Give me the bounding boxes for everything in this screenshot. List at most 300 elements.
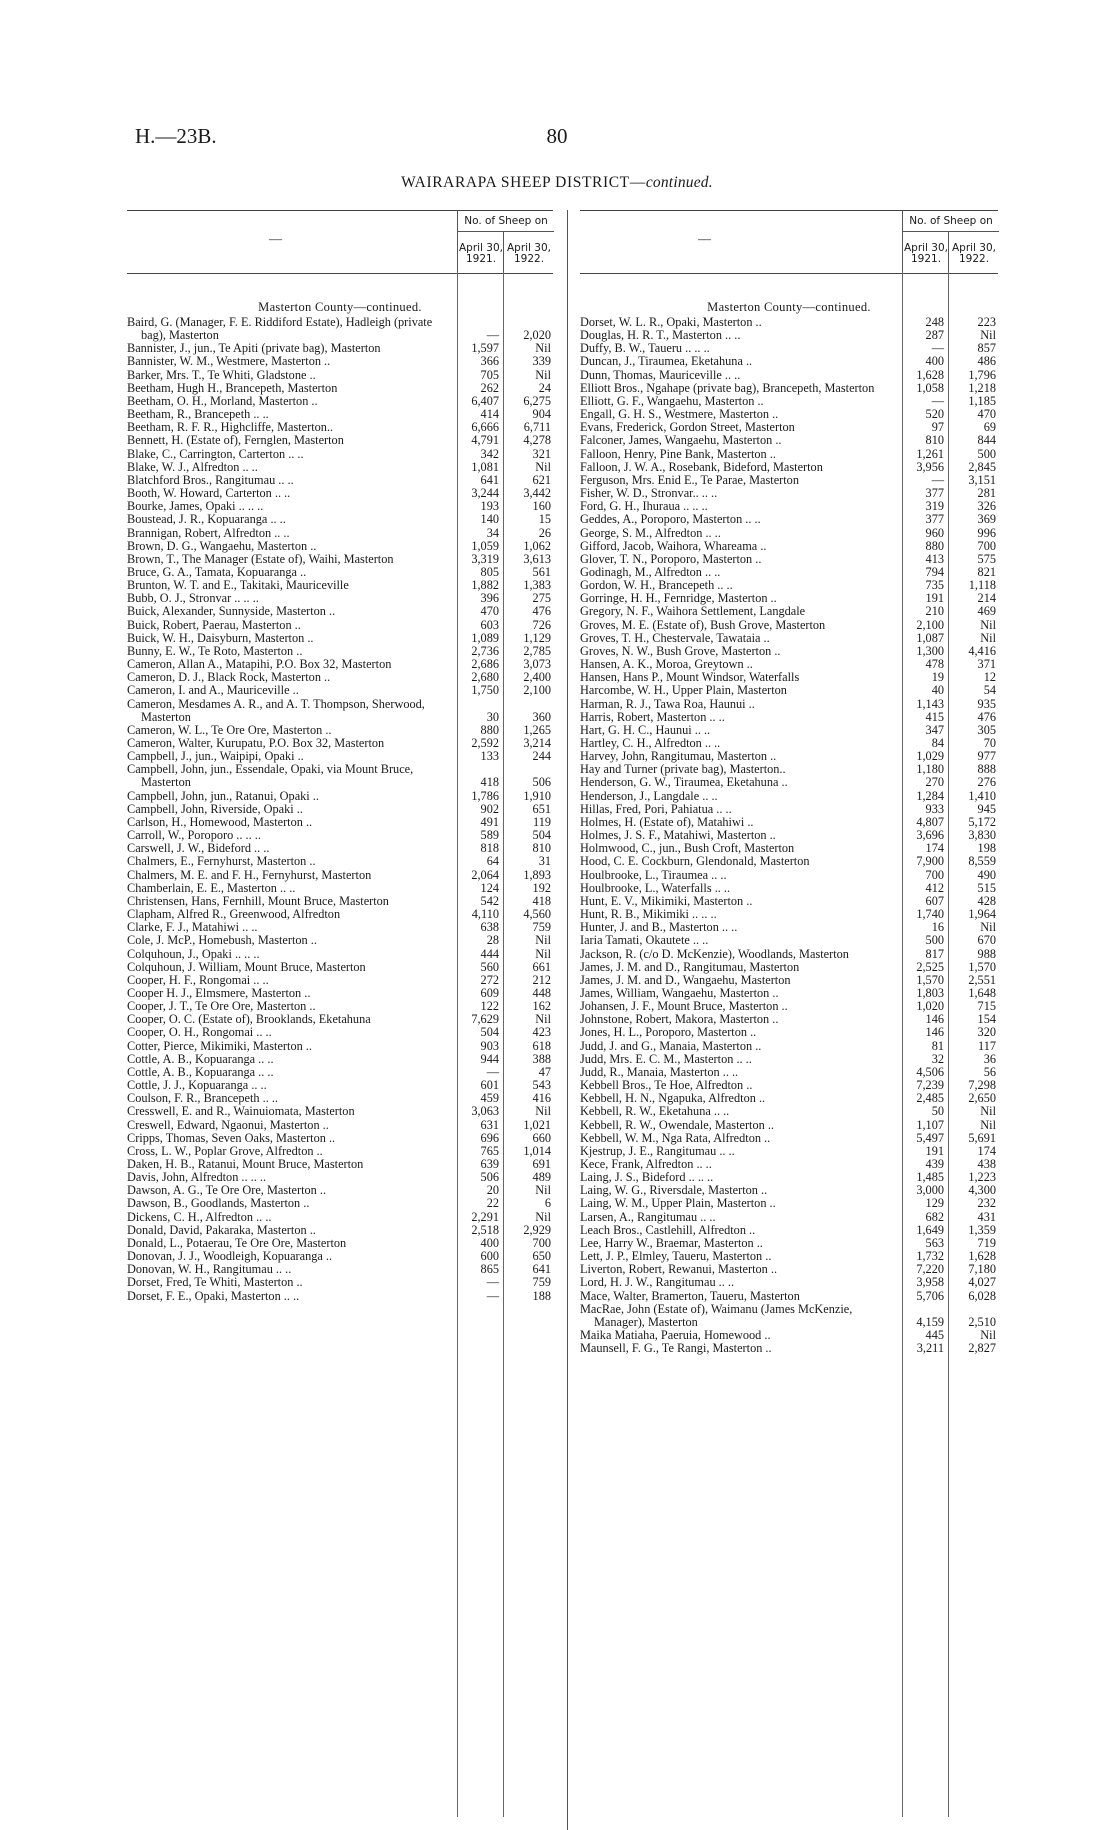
row-name: Carlson, H., Homewood, Masterton .. bbox=[127, 814, 313, 829]
row-name: Kebbell, H. N., Ngapuka, Alfredton .. bbox=[580, 1091, 766, 1106]
row-1921: 287 bbox=[925, 328, 944, 343]
row-name: Kebbell, R. W., Owendale, Masterton .. bbox=[580, 1117, 774, 1132]
row-1921: 631 bbox=[480, 1117, 499, 1132]
row-1922: 490 bbox=[977, 867, 996, 882]
table-row bbox=[580, 974, 998, 987]
row-1922: Nil bbox=[535, 946, 551, 961]
row-1921: 415 bbox=[925, 709, 944, 724]
col-rule bbox=[902, 272, 903, 1817]
row-1922: 428 bbox=[977, 893, 996, 908]
table-row bbox=[580, 527, 998, 540]
row-1921: 1,300 bbox=[916, 643, 944, 658]
row-1922: 2,510 bbox=[968, 1314, 996, 1329]
row-1921: — bbox=[486, 328, 499, 343]
row-1922: 3,214 bbox=[523, 736, 551, 750]
row-name: Hay and Turner (private bag), Masterton.. bbox=[580, 762, 786, 777]
row-1922: Nil bbox=[535, 367, 551, 382]
row-name: Coulson, F. R., Brancepeth .. .. bbox=[127, 1091, 279, 1106]
left-rows bbox=[127, 316, 553, 1303]
row-1921: 445 bbox=[925, 1328, 944, 1343]
row-1922: Nil bbox=[535, 1209, 551, 1224]
row-1922: 438 bbox=[977, 1157, 996, 1171]
row-1921: — bbox=[486, 1064, 499, 1079]
table-row bbox=[127, 355, 553, 368]
row-name: Hillas, Fred, Pori, Pahiatua .. .. bbox=[580, 801, 732, 816]
row-1922: 54 bbox=[983, 683, 996, 698]
row-1922: 1,223 bbox=[968, 1170, 996, 1185]
row-1922: 1,118 bbox=[968, 578, 996, 593]
row-1922: 4,027 bbox=[968, 1275, 996, 1290]
row-name: Dorset, W. L. R., Opaki, Masterton .. bbox=[580, 315, 762, 329]
row-1922: Nil bbox=[535, 933, 551, 948]
row-1921: 193 bbox=[480, 499, 499, 514]
row-1922: 1,410 bbox=[968, 788, 996, 803]
row-1921: 1,087 bbox=[916, 630, 944, 645]
row-1922: 621 bbox=[532, 472, 551, 487]
row-1922: 821 bbox=[977, 564, 996, 579]
row-name: Carroll, W., Poroporo .. .. .. bbox=[127, 828, 261, 843]
row-1922: 8,559 bbox=[968, 854, 996, 869]
row-name: Fisher, W. D., Stronvar.. .. .. bbox=[580, 486, 718, 501]
row-1921: 191 bbox=[925, 591, 944, 606]
row-1921: 638 bbox=[480, 920, 499, 935]
row-1921: 414 bbox=[480, 407, 499, 422]
row-1921: 607 bbox=[925, 893, 944, 908]
row-1922: 2,020 bbox=[523, 328, 551, 343]
row-name: Judd, Mrs. E. C. M., Masterton .. .. bbox=[580, 1051, 752, 1066]
table-row bbox=[127, 605, 553, 618]
row-1922: 192 bbox=[532, 880, 551, 895]
table-row bbox=[580, 1290, 998, 1303]
table-row bbox=[127, 1040, 553, 1053]
header-rule bbox=[903, 231, 999, 232]
row-name: Bourke, James, Opaki .. .. .. bbox=[127, 499, 264, 514]
row-1921: 28 bbox=[486, 933, 499, 948]
table-row bbox=[580, 684, 998, 697]
row-1921: 2,592 bbox=[471, 736, 499, 750]
row-1922: Nil bbox=[535, 1104, 551, 1119]
row-1921: 30 bbox=[486, 709, 499, 724]
row-1922: 1,570 bbox=[968, 959, 996, 974]
row-1921: 3,000 bbox=[916, 1183, 944, 1198]
row-name: Douglas, H. R. T., Masterton .. .. bbox=[580, 328, 741, 343]
row-1921: 818 bbox=[480, 841, 499, 856]
row-1921: 1,029 bbox=[916, 749, 944, 764]
row-1921: 1,107 bbox=[916, 1117, 944, 1132]
row-1922: 476 bbox=[977, 709, 996, 724]
row-name: Cameron, I. and A., Mauriceville .. bbox=[127, 683, 299, 698]
table-row bbox=[127, 553, 553, 566]
row-1922: 6,275 bbox=[523, 393, 551, 408]
table-row bbox=[580, 553, 998, 566]
table-row bbox=[127, 540, 553, 553]
row-1922: 1,014 bbox=[523, 1143, 551, 1158]
row-1921: — bbox=[931, 393, 944, 408]
row-1922: 691 bbox=[532, 1157, 551, 1171]
row-1922: 888 bbox=[977, 762, 996, 777]
row-name: Leach Bros., Castlehill, Alfredton .. bbox=[580, 1222, 756, 1237]
col-rule bbox=[948, 272, 949, 1817]
row-name: Hunt, R. B., Mikimiki .. .. .. bbox=[580, 907, 717, 922]
table-row bbox=[127, 1290, 553, 1303]
row-name: Cottle, J. J., Kopuaranga .. .. bbox=[127, 1078, 267, 1093]
row-1922: 31 bbox=[538, 854, 551, 869]
row-1922: 1,218 bbox=[968, 380, 996, 395]
row-name: Dorset, F. E., Opaki, Masterton .. .. bbox=[127, 1288, 300, 1303]
row-name: Dawson, B., Goodlands, Masterton .. bbox=[127, 1196, 310, 1211]
row-1921: 3,244 bbox=[471, 486, 499, 501]
row-name: Christensen, Hans, Fernhill, Mount Bruce, Masterton bbox=[127, 893, 389, 908]
row-1921: 805 bbox=[480, 564, 499, 579]
row-name: Laing, W. M., Upper Plain, Masterton .. bbox=[580, 1196, 776, 1211]
row-1922: 1,383 bbox=[523, 578, 551, 593]
row-name: Groves, N. W., Bush Grove, Masterton .. bbox=[580, 643, 781, 658]
row-name: Larsen, A., Rangitumau .. .. bbox=[580, 1209, 716, 1224]
row-1922: 759 bbox=[532, 1275, 551, 1290]
row-1922: 543 bbox=[532, 1078, 551, 1093]
row-1921: 1,261 bbox=[916, 446, 944, 461]
row-name: Lett, J. P., Elmley, Taueru, Masterton .. bbox=[580, 1249, 772, 1264]
row-name: Davis, John, Alfredton .. .. .. bbox=[127, 1170, 267, 1185]
table-row bbox=[127, 1105, 553, 1118]
table-row bbox=[127, 316, 553, 342]
header-col-1922: April 30, 1922. bbox=[951, 242, 997, 265]
row-1922: 719 bbox=[977, 1235, 996, 1250]
row-1921: 478 bbox=[925, 657, 944, 672]
row-1921: 3,319 bbox=[471, 551, 499, 566]
row-1922: Nil bbox=[980, 1117, 996, 1132]
row-1921: 504 bbox=[480, 1025, 499, 1040]
row-1921: 2,485 bbox=[916, 1091, 944, 1106]
row-1922: 977 bbox=[977, 749, 996, 764]
row-name: Iaria Tamati, Okautete .. .. bbox=[580, 933, 709, 948]
row-1922: Nil bbox=[980, 630, 996, 645]
row-1922: 56 bbox=[983, 1064, 996, 1079]
row-name: Hood, C. E. Cockburn, Glendonald, Masterton bbox=[580, 854, 810, 869]
row-1921: 1,020 bbox=[916, 999, 944, 1014]
row-name: James, J. M. and D., Wangaehu, Masterton bbox=[580, 972, 791, 987]
row-1921: 400 bbox=[480, 1235, 499, 1250]
table-row bbox=[127, 698, 553, 724]
table-row bbox=[127, 803, 553, 816]
left-table bbox=[127, 210, 553, 1303]
row-1921: 794 bbox=[925, 564, 944, 579]
row-1922: 489 bbox=[532, 1170, 551, 1185]
row-name: Judd, R., Manaia, Masterton .. .. bbox=[580, 1064, 739, 1079]
row-name: Judd, J. and G., Manaia, Masterton .. bbox=[580, 1038, 762, 1053]
row-1921: 1,628 bbox=[916, 367, 944, 382]
row-name: Bannister, J., jun., Te Apiti (private bag), Masterton bbox=[127, 341, 381, 356]
row-name: Buick, Robert, Paerau, Masterton .. bbox=[127, 617, 301, 632]
row-name: Buick, Alexander, Sunnyside, Masterton .. bbox=[127, 604, 336, 619]
row-name: Jones, H. L., Poroporo, Masterton .. bbox=[580, 1025, 757, 1040]
table-row bbox=[127, 382, 553, 395]
row-1922: 4,300 bbox=[968, 1183, 996, 1198]
table-row bbox=[580, 1040, 998, 1053]
row-1921: 865 bbox=[480, 1262, 499, 1277]
header-col-1921: April 30, 1921. bbox=[903, 242, 949, 265]
row-1921: 366 bbox=[480, 354, 499, 369]
row-1921: 146 bbox=[925, 1012, 944, 1027]
row-1922: 1,910 bbox=[523, 788, 551, 803]
row-1921: 7,629 bbox=[471, 1012, 499, 1027]
row-1921: 3,696 bbox=[916, 828, 944, 843]
row-1921: 377 bbox=[925, 512, 944, 527]
row-name: James, J. M. and D., Rangitumau, Masterton bbox=[580, 959, 800, 974]
row-1921: 7,220 bbox=[916, 1262, 944, 1277]
table-row bbox=[127, 448, 553, 461]
row-1921: 1,284 bbox=[916, 788, 944, 803]
header-group-label: No. of Sheep on bbox=[909, 215, 993, 227]
table-row bbox=[580, 869, 998, 882]
row-1921: 5,706 bbox=[916, 1288, 944, 1303]
right-table-header bbox=[580, 210, 998, 274]
row-1922: 188 bbox=[532, 1288, 551, 1303]
col-rule bbox=[503, 272, 504, 1817]
row-name: Colquhoun, J. William, Mount Bruce, Masterton bbox=[127, 959, 366, 974]
table-row bbox=[580, 619, 998, 632]
row-1922: 326 bbox=[977, 499, 996, 514]
row-name: Houlbrooke, L., Tiraumea .. .. bbox=[580, 867, 727, 882]
table-row bbox=[127, 1211, 553, 1224]
table-row bbox=[127, 1197, 553, 1210]
table-row bbox=[580, 632, 998, 645]
row-1922: 651 bbox=[532, 801, 551, 816]
row-1922: 275 bbox=[532, 591, 551, 606]
row-name: Lee, Harry W., Braemar, Masterton .. bbox=[580, 1235, 763, 1250]
row-1922: 15 bbox=[538, 512, 551, 527]
table-row bbox=[127, 974, 553, 987]
county-heading: Masterton County—continued. bbox=[258, 300, 422, 314]
row-name: Johnstone, Robert, Makora, Masterton .. bbox=[580, 1012, 779, 1027]
table-row bbox=[580, 1132, 998, 1145]
row-1921: 3,211 bbox=[916, 1341, 944, 1356]
row-name: Harris, Robert, Masterton .. .. bbox=[580, 709, 725, 724]
row-1921: — bbox=[486, 1275, 499, 1290]
row-1922: 174 bbox=[977, 1143, 996, 1158]
row-1921: 4,791 bbox=[471, 433, 499, 448]
row-1922: Nil bbox=[980, 1104, 996, 1119]
row-name: Chalmers, M. E. and F. H., Fernyhurst, Masterton bbox=[127, 867, 372, 882]
row-1922: 1,648 bbox=[968, 985, 996, 1000]
row-1921: 84 bbox=[931, 736, 944, 750]
row-1921: 491 bbox=[480, 814, 499, 829]
row-1921: 1,649 bbox=[916, 1222, 944, 1237]
title-main: WAIRARAPA SHEEP DISTRICT— bbox=[401, 174, 646, 191]
row-1921: 2,518 bbox=[471, 1222, 499, 1237]
row-name: Cross, L. W., Poplar Grove, Alfredton .. bbox=[127, 1143, 323, 1158]
row-name: Cameron, Walter, Kurupatu, P.O. Box 32, Masterton bbox=[127, 736, 385, 750]
row-1921: 400 bbox=[925, 354, 944, 369]
row-name: Gregory, N. F., Waihora Settlement, Langdale bbox=[580, 604, 806, 619]
row-name: Gorringe, H. H., Fernridge, Masterton .. bbox=[580, 591, 777, 606]
row-1921: 1,786 bbox=[471, 788, 499, 803]
row-name: Gordon, W. H., Brancepeth .. .. bbox=[580, 578, 733, 593]
row-name: Cottle, A. B., Kopuaranga .. .. bbox=[127, 1064, 274, 1079]
header-dash: — bbox=[269, 231, 282, 246]
row-1922: 1,062 bbox=[523, 538, 551, 553]
row-name: Mace, Walter, Bramerton, Taueru, Masterton bbox=[580, 1288, 800, 1303]
row-1921: 944 bbox=[480, 1051, 499, 1066]
row-1921: 520 bbox=[925, 407, 944, 422]
row-name: Bubb, O. J., Stronvar .. .. .. bbox=[127, 591, 259, 606]
row-1922: 650 bbox=[532, 1249, 551, 1264]
row-1921: — bbox=[931, 472, 944, 487]
row-name: Harman, R. J., Tawa Roa, Haunui .. bbox=[580, 696, 755, 711]
table-row bbox=[127, 1026, 553, 1039]
row-name: Brannigan, Robert, Alfredton .. .. bbox=[127, 525, 290, 540]
row-name: Cotter, Pierce, Mikimiki, Masterton .. bbox=[127, 1038, 312, 1053]
row-1922: 1,964 bbox=[968, 907, 996, 922]
row-1922: Nil bbox=[980, 920, 996, 935]
row-1922: 5,691 bbox=[968, 1130, 996, 1145]
row-1922: 388 bbox=[532, 1051, 551, 1066]
row-1922: 6 bbox=[544, 1196, 551, 1211]
row-name: Godinagh, M., Alfredton .. .. bbox=[580, 564, 721, 579]
table-row bbox=[127, 1224, 553, 1237]
row-1922: 1,796 bbox=[968, 367, 996, 382]
row-1922: 7,298 bbox=[968, 1078, 996, 1093]
row-name: Beetham, Hugh H., Brancepeth, Masterton bbox=[127, 380, 338, 395]
row-1921: 2,686 bbox=[471, 657, 499, 672]
row-1921: 2,064 bbox=[471, 867, 499, 882]
row-1922: 212 bbox=[532, 972, 551, 987]
row-1922: 154 bbox=[977, 1012, 996, 1027]
row-1921: 1,750 bbox=[471, 683, 499, 698]
header-group-label: No. of Sheep on bbox=[464, 215, 548, 227]
row-name: Dorset, Fred, Te Whiti, Masterton .. bbox=[127, 1275, 303, 1290]
row-1922: 1,185 bbox=[968, 393, 996, 408]
row-1921: 1,143 bbox=[916, 696, 944, 711]
row-1921: 1,485 bbox=[916, 1170, 944, 1185]
row-1921: 210 bbox=[925, 604, 944, 619]
table-row bbox=[580, 1053, 998, 1066]
row-1922: 469 bbox=[977, 604, 996, 619]
row-1922: 276 bbox=[977, 775, 996, 790]
table-row bbox=[127, 527, 553, 540]
table-row bbox=[580, 448, 998, 461]
table-row bbox=[580, 605, 998, 618]
row-1921: 810 bbox=[925, 433, 944, 448]
row-name: Blake, W. J., Alfredton .. .. bbox=[127, 459, 258, 474]
col-rule bbox=[457, 272, 458, 1817]
row-1922: 857 bbox=[977, 341, 996, 356]
row-1921: 7,900 bbox=[916, 854, 944, 869]
row-name: Ferguson, Mrs. Enid E., Te Parae, Masterton bbox=[580, 472, 799, 487]
row-name: Campbell, John, Riverside, Opaki .. bbox=[127, 801, 303, 816]
row-1921: 319 bbox=[925, 499, 944, 514]
row-1921: 1,058 bbox=[916, 380, 944, 395]
row-name: Ford, G. H., Ihuraua .. .. .. bbox=[580, 499, 708, 514]
row-1922: 476 bbox=[532, 604, 551, 619]
row-name: Evans, Frederick, Gordon Street, Masterton bbox=[580, 420, 795, 435]
row-name: Cooper, H. F., Rongomai .. .. bbox=[127, 972, 269, 987]
row-1922: 418 bbox=[532, 893, 551, 908]
row-1921: 439 bbox=[925, 1157, 944, 1171]
row-1922: 641 bbox=[532, 1262, 551, 1277]
row-name: Barker, Mrs. T., Te Whiti, Gladstone .. bbox=[127, 367, 316, 382]
row-name: Booth, W. Howard, Carterton .. .. bbox=[127, 486, 291, 501]
row-1922: Nil bbox=[535, 341, 551, 356]
row-1922: 69 bbox=[983, 420, 996, 435]
row-1922: 700 bbox=[532, 1235, 551, 1250]
row-1922: 2,845 bbox=[968, 459, 996, 474]
row-1921: 444 bbox=[480, 946, 499, 961]
row-1922: 7,180 bbox=[968, 1262, 996, 1277]
row-1921: 3,063 bbox=[471, 1104, 499, 1119]
row-1922: 6,711 bbox=[523, 420, 551, 435]
page-title bbox=[0, 174, 1114, 192]
table-row bbox=[580, 790, 998, 803]
table-row bbox=[127, 763, 553, 789]
table-row bbox=[127, 948, 553, 961]
row-1921: 589 bbox=[480, 828, 499, 843]
row-1922: 3,073 bbox=[523, 657, 551, 672]
row-1922: 371 bbox=[977, 657, 996, 672]
row-1921: 22 bbox=[486, 1196, 499, 1211]
row-1921: 129 bbox=[925, 1196, 944, 1211]
table-row bbox=[127, 882, 553, 895]
row-1921: 342 bbox=[480, 446, 499, 461]
row-1922: 660 bbox=[532, 1130, 551, 1145]
table-row bbox=[127, 632, 553, 645]
table-row bbox=[580, 434, 998, 447]
row-1921: 7,239 bbox=[916, 1078, 944, 1093]
row-name: Elliott, G. F., Wangaehu, Masterton .. bbox=[580, 393, 764, 408]
row-1921: 1,081 bbox=[471, 459, 499, 474]
row-1922: 321 bbox=[532, 446, 551, 461]
row-1921: 700 bbox=[925, 867, 944, 882]
table-row bbox=[580, 776, 998, 789]
row-name: Brown, T., The Manager (Estate of), Waihi, Masterton bbox=[127, 551, 394, 566]
row-1921: 2,736 bbox=[471, 643, 499, 658]
row-1921: — bbox=[486, 1288, 499, 1303]
row-1921: 122 bbox=[480, 999, 499, 1014]
row-name: Cole, J. McP., Homebush, Masterton .. bbox=[127, 933, 317, 948]
row-1921: 40 bbox=[931, 683, 944, 698]
row-1921: 542 bbox=[480, 893, 499, 908]
row-1921: 1,570 bbox=[916, 972, 944, 987]
row-name: Groves, M. E. (Estate of), Bush Grove, Masterton bbox=[580, 617, 826, 632]
column-divider bbox=[567, 210, 568, 1830]
row-name: Clapham, Alfred R., Greenwood, Alfredton bbox=[127, 907, 341, 922]
row-1921: 1,180 bbox=[916, 762, 944, 777]
row-1922: Nil bbox=[980, 328, 996, 343]
row-1922: 24 bbox=[538, 380, 551, 395]
row-1921: 880 bbox=[925, 538, 944, 553]
row-1922: 160 bbox=[532, 499, 551, 514]
row-name: MacRae, John (Estate of), Waimanu (James McKenzie, Manager), Masterton bbox=[580, 1301, 853, 1329]
row-1922: 423 bbox=[532, 1025, 551, 1040]
table-row bbox=[580, 961, 998, 974]
table-row bbox=[580, 1119, 998, 1132]
table-row bbox=[580, 540, 998, 553]
row-1922: 320 bbox=[977, 1025, 996, 1040]
row-1921: 32 bbox=[931, 1051, 944, 1066]
row-1921: 817 bbox=[925, 946, 944, 961]
row-name: Harcombe, W. H., Upper Plain, Masterton bbox=[580, 683, 787, 698]
row-name: Clarke, F. J., Matahiwi .. .. bbox=[127, 920, 258, 935]
left-table-header bbox=[127, 210, 553, 274]
row-1921: 4,506 bbox=[916, 1064, 944, 1079]
row-1922: 1,359 bbox=[968, 1222, 996, 1237]
row-1921: 4,807 bbox=[916, 814, 944, 829]
header-col-1922: April 30, 1922. bbox=[506, 242, 552, 265]
table-row bbox=[580, 711, 998, 724]
row-1922: 1,129 bbox=[523, 630, 551, 645]
row-1922: 3,151 bbox=[968, 472, 996, 487]
document-code: H.—23B. bbox=[135, 124, 217, 148]
